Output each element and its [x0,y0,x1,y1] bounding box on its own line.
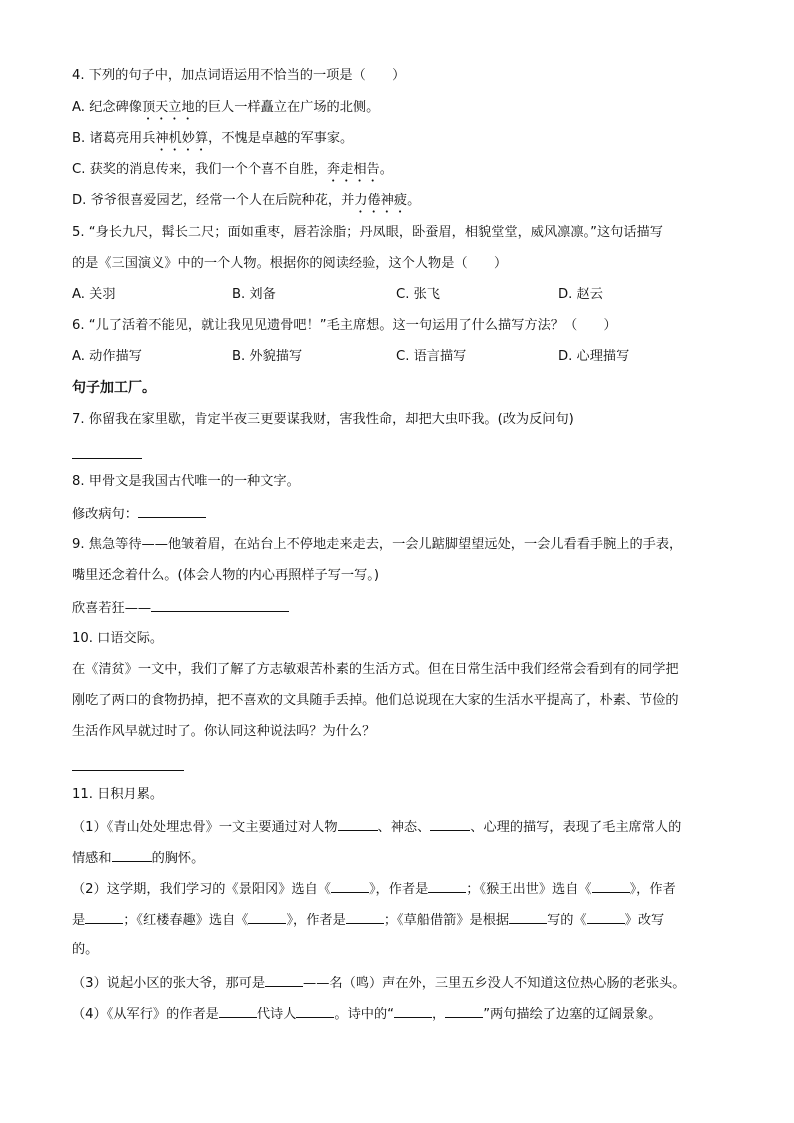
fill-blank[interactable] [85,909,123,924]
q8-text: 8. 甲骨文是我国古代唯一的一种文字。 [72,474,300,489]
q11-part2-line1 [72,878,676,900]
text: 》，作者是 [368,882,429,897]
q9-answer [72,597,289,619]
fill-blank[interactable] [509,909,547,924]
option-label: C. [72,162,86,177]
q6-stem: 6. “儿了活着不能见，就让我见见遗骨吧！”毛主席想。这一句运用了什么描写方法？（ ） [72,318,617,333]
option-text-before: 纪念碑像 [89,100,142,115]
q9-prompt: 欣喜若狂—— [72,601,152,616]
text: ；《红楼春趣》选自《 [123,913,249,928]
option-label: D. [72,193,87,208]
fill-blank[interactable] [112,847,152,862]
q5-stem-line1: 5. “身长九尺，髯长二尺；面如重枣，唇若涂脂；丹凤眼，卧蚕眉，相貌堂堂，威风凛凛。”这句话描写 [72,225,663,240]
q5-option-b: B. 刘备 [232,287,276,302]
option-text-after: 。 [407,193,421,208]
q5-option-a: A. 关羽 [72,287,116,302]
q8-answer [72,503,206,525]
q5-option-d: D. 赵云 [558,287,603,302]
fill-blank[interactable] [248,909,286,924]
fill-blank[interactable] [219,1003,257,1018]
text: （4）《从军行》的作者是 [72,1007,219,1022]
option-text-before: 诸葛亮用兵 [89,131,156,146]
text: 。诗中的“ [334,1007,395,1022]
fill-blank[interactable] [430,816,470,831]
text: （2）这学期，我们学习的《景阳冈》选自《 [72,882,331,897]
q11-part2-line3: 的。 [72,942,99,957]
q5-options [72,285,732,305]
fill-blank[interactable] [592,878,630,893]
text: 是 [72,913,86,928]
section-title: 句子加工厂。 [72,380,156,396]
q5-option-c: C. 张飞 [396,287,440,302]
q9-answer-blank[interactable] [151,597,289,612]
q6-options [72,347,732,367]
text: 的胸怀。 [151,851,205,866]
fill-blank[interactable] [346,909,384,924]
q11-part2-line2 [72,909,664,931]
text: 、神态、 [377,820,431,835]
text: ；《草船借箭》是根据 [383,913,510,928]
dotted-word: 顶天立地 [141,100,195,115]
text: （1）《青山处处埋忠骨》一文主要通过对人物 [72,820,338,835]
q11-part3 [72,972,685,994]
option-label: B. [72,131,86,146]
q4-option-b [72,129,353,154]
fill-blank[interactable] [296,1003,334,1018]
fill-blank[interactable] [265,972,303,987]
q10-answer-line[interactable] [72,770,184,771]
option-text-after: 。 [379,162,393,177]
text: ；《猴王出世》选自《 [466,882,592,897]
text: 》，作者是 [286,913,346,928]
q11-part1-line2 [72,847,204,869]
text: （3）说起小区的张大爷，那可是 [72,976,266,991]
q6-option-b: B. 外貌描写 [232,349,303,364]
text: ， [432,1007,446,1022]
option-text-before: 爷爷很喜爱园艺，经常一个人在后院种花，并 [90,193,355,208]
fill-blank[interactable] [394,1003,432,1018]
option-text-after: ，不愧是卓越的军事家。 [208,131,354,146]
q6-option-d: D. 心理描写 [558,349,630,364]
dotted-word: 力倦神疲 [354,193,408,208]
q11-title: 11. 日积月累。 [72,787,164,802]
text: 写的《 [547,913,587,928]
fill-blank[interactable] [331,878,369,893]
q9-line2: 嘴里还念着什么。(体会人物的内心再照样子写一写。) [72,568,380,583]
q10-line3: 生活作风早就过时了。你认同这种说法吗？为什么？ [72,724,376,739]
q8-answer-blank[interactable] [138,503,206,518]
text: 、心理的描写，表现了毛主席常人的 [470,820,682,835]
q10-line1: 在《清贫》一文中，我们了解了方志敏艰苦朴素的生活方式。但在日常生活中我们经常会看到有的同学把 [72,662,679,677]
q5-stem-line2: 的是《三国演义》中的一个人物。根据你的阅读经验，这个人物是（ ） [72,256,508,271]
q11-part1-line1 [72,816,681,838]
option-text-before: 获奖的消息传来，我们一个个喜不自胜， [89,162,327,177]
q10-line2: 刚吃了两口的食物扔掉，把不喜欢的文具随手丢掉。他们总说现在大家的生活水平提高了，朴素、节俭的 [72,693,679,708]
q8-prompt: 修改病句： [72,507,138,522]
fill-blank[interactable] [445,1003,483,1018]
q7-answer-line[interactable] [72,458,142,459]
dotted-word: 神机妙算 [155,131,209,146]
q4-option-c [72,160,393,185]
text: 》，作者 [629,882,676,897]
q11-part4 [72,1003,661,1025]
q10-title: 10. 口语交际。 [72,631,164,646]
text: ”两句描绘了边塞的辽阔景象。 [483,1007,662,1022]
q7-text: 7. 你留我在家里歇，肯定半夜三更要谋我财，害我性命，却把大虫吓我。(改为反问句) [72,412,574,427]
q6-option-c: C. 语言描写 [396,349,467,364]
q4-stem: 4. 下列的句子中，加点词语运用不恰当的一项是（ ） [72,68,406,83]
q4-option-d [72,191,420,216]
text: 》改写 [624,913,665,928]
fill-blank[interactable] [428,878,466,893]
q6-option-a: A. 动作描写 [72,349,142,364]
option-label: A. [72,100,85,115]
dotted-word: 奔走相告 [326,162,380,177]
text: ——名（鸣）声在外，三里五乡没人不知道这位热心肠的老张头。 [303,976,686,991]
text: 代诗人 [256,1007,297,1022]
fill-blank[interactable] [587,909,625,924]
option-text-after: 的巨人一样矗立在广场的北侧。 [194,100,380,115]
q4-option-a [72,98,379,123]
fill-blank[interactable] [338,816,378,831]
q9-line1: 9. 焦急等待——他皱着眉，在站台上不停地走来走去，一会儿踮脚望望远处，一会儿看看手腕上的手表， [72,537,683,552]
text: 情感和 [72,851,112,866]
